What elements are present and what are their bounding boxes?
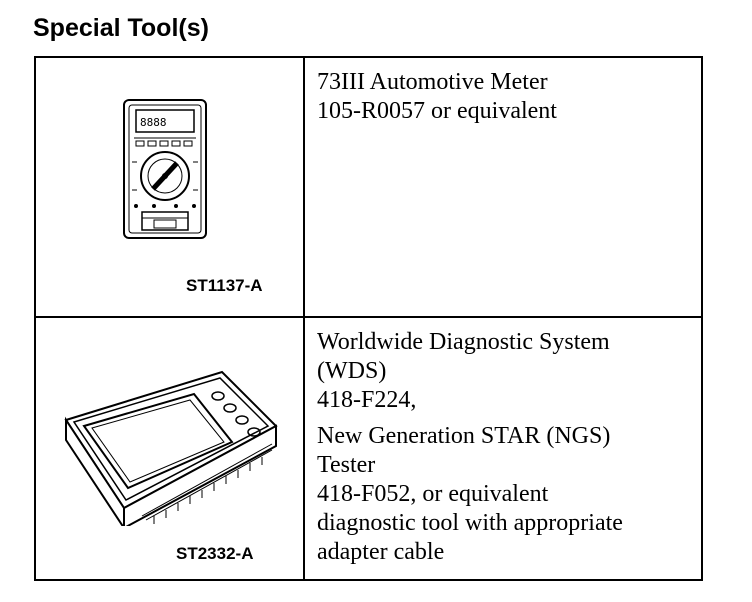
- svg-text:8888: 8888: [140, 116, 167, 129]
- tool-description-line: (WDS): [317, 358, 387, 384]
- tool-description-line: New Generation STAR (NGS): [317, 423, 611, 449]
- page-title: Special Tool(s): [33, 14, 209, 42]
- diagnostic-tablet-icon: [54, 366, 284, 526]
- tool-description-cell: [304, 317, 702, 580]
- table-row: [35, 317, 702, 580]
- tool-description-line: diagnostic tool with appropriate: [317, 510, 623, 536]
- tool-description-line: 105-R0057 or equivalent: [317, 98, 557, 124]
- special-tools-table: [34, 56, 703, 581]
- tool-description-line: adapter cable: [317, 539, 445, 565]
- multimeter-icon: [120, 98, 210, 248]
- tool-description-cell: [304, 57, 702, 317]
- tool-code: ST2332-A: [176, 544, 254, 563]
- tool-description-line: Tester: [317, 452, 376, 478]
- tool-description-line: Worldwide Diagnostic System: [317, 329, 610, 355]
- tool-description-line: 73III Automotive Meter: [317, 69, 548, 95]
- tool-description-line: 418-F052, or equivalent: [317, 481, 549, 507]
- table-row: [35, 57, 702, 317]
- tool-image-cell: [35, 57, 304, 317]
- tool-description-line: 418-F224,: [317, 387, 417, 413]
- tool-code: ST1137-A: [186, 276, 263, 295]
- tool-image-cell: [35, 317, 304, 580]
